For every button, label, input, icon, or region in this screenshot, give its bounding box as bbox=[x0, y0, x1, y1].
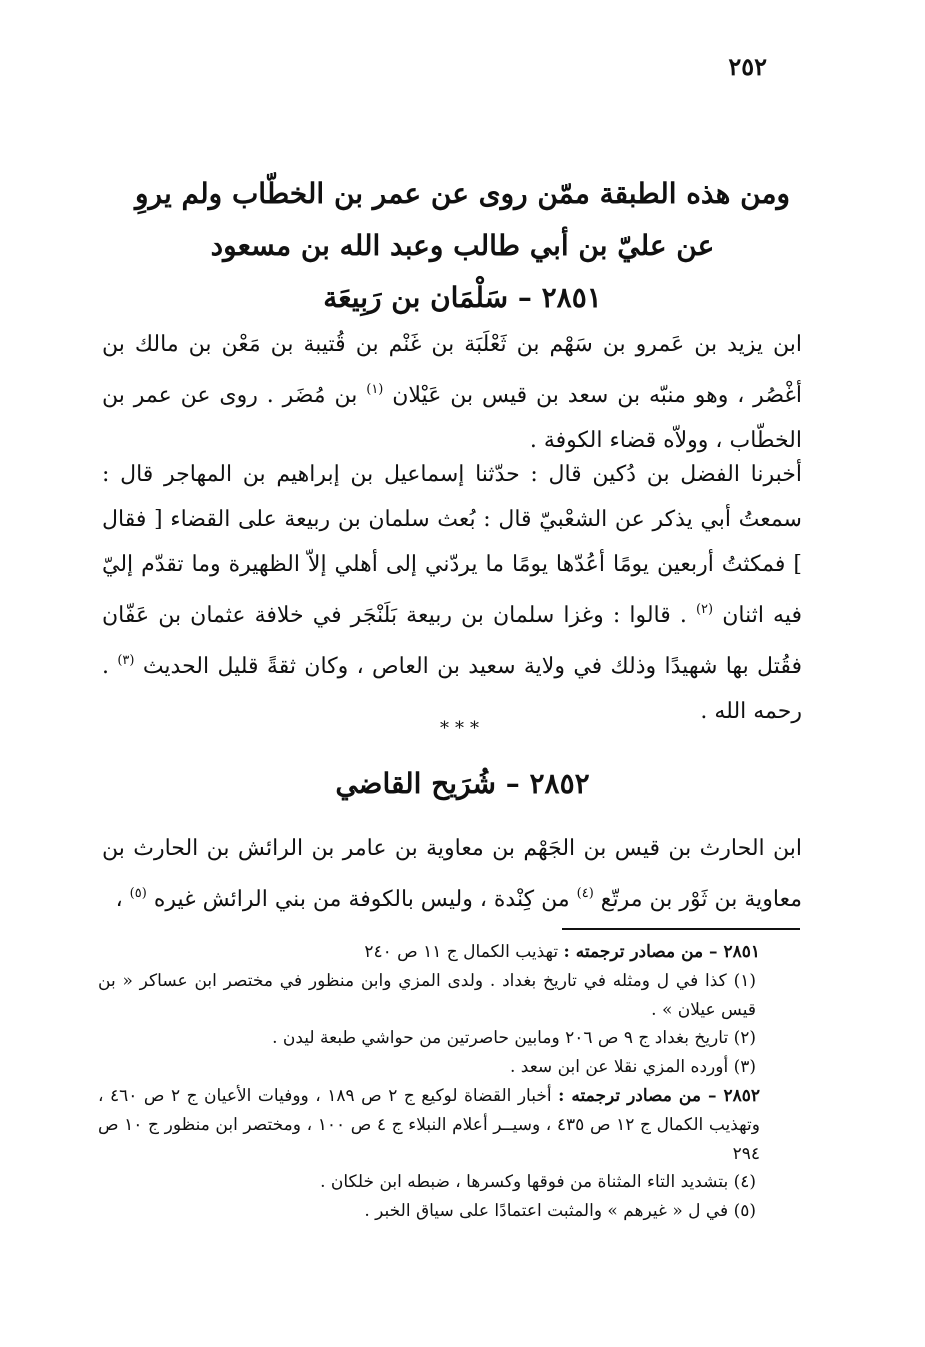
section-separator: *** bbox=[440, 718, 485, 739]
paragraph-text: . قالوا : وغزا سلمان بن ربيعة بَلَنْجَر في خلافة عثمان بن عَفّان فقُتل بها شهيدًا وذلك في ولاية سعيد بن العاص ، وكان ثقةً قليل الحديث bbox=[102, 603, 802, 679]
entry-2851-lineage-paragraph bbox=[102, 322, 802, 463]
paragraph-text: أخبرنا الفضل بن دُكين قال : حدّثنا إسماعيل بن إبراهيم بن المهاجر قال : سمعتُ أبي يذكر عن الشعْبيّ قال : بُعث سلمان بن ربيعة على القضاء [ فقال ] فمكثتُ أربعين يومًا أعُدّها يومًا ما يردّني إلى أهلي إلاّ الظهيرة وما تقدّم إليّ فيه اثنان bbox=[102, 462, 802, 628]
entry-title-2852: ٢٨٥٢ – شُرَيح القاضي bbox=[335, 767, 590, 800]
entry-2851-narration-paragraph bbox=[102, 452, 802, 734]
sources-label: ٢٨٥١ – من مصادر ترجمته : bbox=[563, 942, 760, 962]
page-number: ٢٥٢ bbox=[728, 52, 767, 81]
footnote-1: (١) كذا في ل ومثله في تاريخ بغداد . ولدى المزي وابن منظور في مختصر ابن عساكر « بن قيس عيلان » . bbox=[98, 970, 756, 1020]
paragraph-text: من كِنْدة ، وليس بالكوفة من بني الرائش غيره bbox=[153, 887, 570, 912]
entry-title-2851: ٢٨٥١ – سَلْمَان بن رَبِيعَة bbox=[323, 281, 602, 314]
footnote-2: (٢) تاريخ بغداد ج ٩ ص ٢٠٦ ومابين حاصرتين من حواشي طبعة ليدن . bbox=[272, 1028, 756, 1049]
footnote-ref-2: (٢) bbox=[695, 602, 714, 617]
sources-label: ٢٨٥٢ – من مصادر ترجمته : bbox=[558, 1085, 760, 1106]
footnote-4: (٤) بتشديد التاء المثناة من فوقها وكسرها ، ضبطه ابن خلكان . bbox=[320, 1172, 756, 1193]
sources-text: تهذيب الكمال ج ١١ ص ٢٤٠ bbox=[364, 942, 559, 962]
sources-text: أخبار القضاة لوكيع ج ٢ ص ١٨٩ ، ووفيات الأعيان ج ٢ ص ٤٦٠ ، وتهذيب الكمال ج ١٢ ص ٤٣٥ ، وسيــر أعلام النبلاء ج ٤ ص ١٠٠ ، ومختصر ابن منظور ج ١٠ ص ٢٩٤ bbox=[98, 1085, 760, 1164]
footnote-ref-3: (٣) bbox=[117, 653, 135, 668]
entry-2852-lineage-paragraph bbox=[102, 826, 802, 922]
paragraph-text: بن مُضَر . روى عن عمر بن الخطّاب ، وولاّه قضاء الكوفة . bbox=[102, 383, 802, 453]
footnotes bbox=[98, 938, 808, 1226]
heading-line-2: عن عليّ بن أبي طالب وعبد الله بن مسعود bbox=[210, 229, 715, 262]
footnote-sources-2851 bbox=[98, 938, 808, 967]
paragraph-text: . رحمه الله . bbox=[102, 654, 802, 724]
heading-line-1: ومن هذه الطبقة ممّن روى عن عمر بن الخطّاب ولم يروِ bbox=[135, 177, 790, 210]
footnote-ref-5: (٥) bbox=[129, 886, 147, 901]
paragraph-text: ابن الحارث بن قيس بن الجَهْم بن معاوية بن عامر بن الرائش بن الحارث بن معاوية بن ثَوْر بن مرتّع bbox=[102, 836, 802, 912]
footnote-ref-1: (١) bbox=[366, 382, 384, 397]
footnote-3: (٣) أورده المزي نقلا عن ابن سعد . bbox=[509, 1057, 756, 1078]
footnote-ref-4: (٤) bbox=[576, 886, 594, 901]
footnote-5: (٥) في ل « غيرهم » والمثبت اعتمادًا على سياق الخبر . bbox=[364, 1201, 756, 1222]
section-heading bbox=[110, 168, 815, 324]
footnote-sources-2852 bbox=[98, 1082, 808, 1168]
paragraph-text: ، bbox=[115, 887, 123, 912]
paragraph-text: ابن يزيد بن عَمرو بن سَهْم بن ثَعْلَبَة بن غَنْم بن قُتيبة بن مَعْن بن مالك بن أغْصُر ، وهو منبّه بن سعد بن قيس بن عَيْلان bbox=[102, 332, 803, 408]
footnote-divider bbox=[562, 928, 800, 930]
